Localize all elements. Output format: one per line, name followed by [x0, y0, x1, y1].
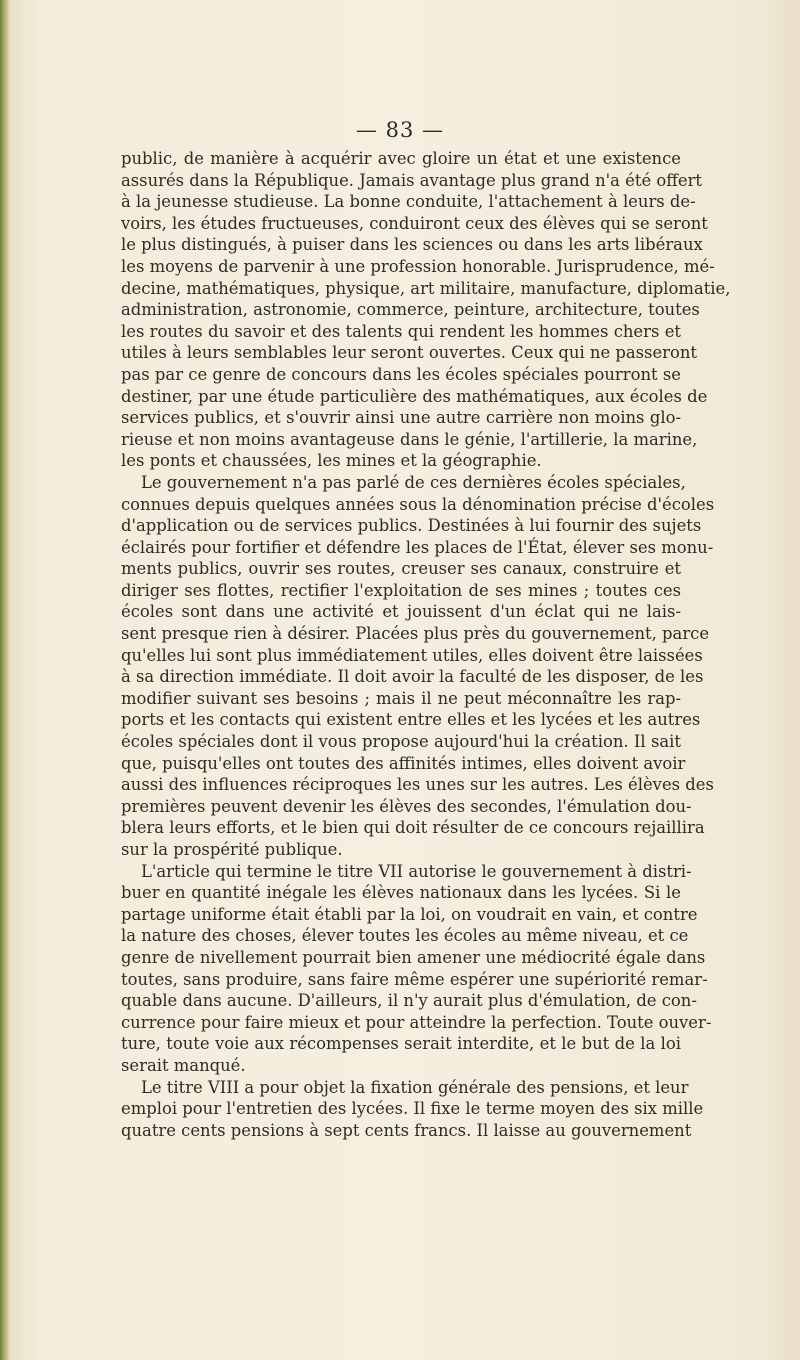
text-line: emploi pour l'entretien des lycées. Il fixe le terme moyen des six mille	[121, 1099, 704, 1119]
text-line: ports et les contacts qui existent entre elles et les lycées et les autres	[121, 710, 701, 730]
text-line: premières peuvent devenir les élèves des secondes, l'émulation dou-	[121, 796, 692, 816]
text-line: assurés dans la République. Jamais avantage plus grand n'a été offert	[121, 170, 702, 190]
text-line: à sa direction immédiate. Il doit avoir la faculté de les disposer, de les	[121, 667, 704, 687]
text-line: connues depuis quelques années sous la dénomination précise d'écoles	[121, 494, 715, 514]
text-line: qu'elles lui sont plus immédiatement utiles, elles doivent être laissées	[121, 645, 703, 665]
text-line: sur la prospérité publique.	[121, 840, 343, 859]
text-line: quatre cents pensions à sept cents francs. Il laisse au gouvernement	[121, 1120, 692, 1140]
text-line: aussi des influences réciproques les unes sur les autres. Les élèves des	[121, 775, 714, 795]
text-line: Le titre VIII a pour objet la fixation générale des pensions, et leur	[141, 1077, 689, 1097]
text-line: les moyens de parvenir à une profession honorable. Jurisprudence, mé-	[121, 256, 715, 276]
text-line: utiles à leurs semblables leur seront ouvertes. Ceux qui ne passeront	[121, 343, 698, 363]
text-line: le plus distingués, à puiser dans les sciences ou dans les arts libéraux	[121, 235, 703, 255]
text-line: voirs, les études fructueuses, conduiront ceux des élèves qui se seront	[121, 213, 708, 233]
text-line: que, puisqu'elles ont toutes des affinités intimes, elles doivent avoir	[121, 753, 686, 773]
text-line: ments publics, ouvrir ses routes, creuser ses canaux, construire et	[121, 559, 681, 579]
text-line: éclairés pour fortifier et défendre les places de l'État, élever ses monu-	[121, 537, 714, 557]
page-number: — 83 —	[355, 118, 445, 142]
text-line: genre de nivellement pourrait bien amener une médiocrité égale dans	[121, 947, 706, 967]
text-line: services publics, et s'ouvrir ainsi une autre carrière non moins glo-	[121, 408, 681, 428]
text-line: L'article qui termine le titre VII autorise le gouvernement à distri-	[141, 861, 692, 881]
text-line: Le gouvernement n'a pas parlé de ces dernières écoles spéciales,	[141, 472, 686, 492]
text-line: buer en quantité inégale les élèves nationaux dans les lycées. Si le	[121, 883, 681, 903]
text-line: les ponts et chaussées, les mines et la géographie.	[121, 451, 542, 471]
text-line: les routes du savoir et des talents qui rendent les hommes chers et	[121, 321, 681, 341]
text-line: sent presque rien à désirer. Placées plus près du gouvernement, parce	[121, 624, 710, 644]
page-spine-edge	[0, 0, 10, 1360]
text-line: blera leurs efforts, et le bien qui doit résulter de ce concours rejaillira	[121, 818, 705, 838]
text-line: diriger ses flottes, rectifier l'exploitation de ses mines ; toutes ces	[121, 580, 681, 600]
text-line: decine, mathématiques, physique, art militaire, manufacture, diplomatie,	[121, 278, 731, 298]
text-line: quable dans aucune. D'ailleurs, il n'y aurait plus d'émulation, de con-	[121, 991, 697, 1011]
text-line: public, de manière à acquérir avec gloire un état et une existence	[121, 149, 681, 168]
text-line: d'application ou de services publics. Destinées à lui fournir des sujets	[121, 516, 702, 536]
text-line: serait manqué.	[121, 1055, 246, 1075]
text-line: écoles spéciales dont il vous propose aujourd'hui la création. Il sait	[121, 732, 681, 752]
text-line: administration, astronomie, commerce, peinture, architecture, toutes	[121, 300, 700, 320]
text-line: la nature des choses, élever toutes les écoles au même niveau, et ce	[121, 926, 689, 946]
text-line: rieuse et non moins avantageuse dans le génie, l'artillerie, la marine,	[121, 429, 698, 449]
text-line: modifier suivant ses besoins ; mais il ne peut méconnaître les rap-	[121, 688, 681, 708]
text-line: à la jeunesse studieuse. La bonne conduite, l'attachement à leurs de-	[121, 192, 696, 212]
text-line: destiner, par une étude particulière des mathématiques, aux écoles de	[121, 386, 708, 406]
text-line: écoles sont dans une activité et jouissent d'un éclat qui ne lais-	[121, 602, 681, 622]
body-text	[121, 148, 731, 1141]
text-line: ture, toute voie aux récompenses serait interdite, et le but de la loi	[121, 1034, 681, 1054]
text-line: pas par ce genre de concours dans les écoles spéciales pourront se	[121, 364, 681, 384]
text-line: toutes, sans produire, sans faire même espérer une supériorité remar-	[121, 969, 708, 989]
text-line: currence pour faire mieux et pour atteindre la perfection. Toute ouver-	[121, 1012, 712, 1032]
text-line: partage uniforme était établi par la loi, on voudrait en vain, et contre	[121, 904, 698, 924]
